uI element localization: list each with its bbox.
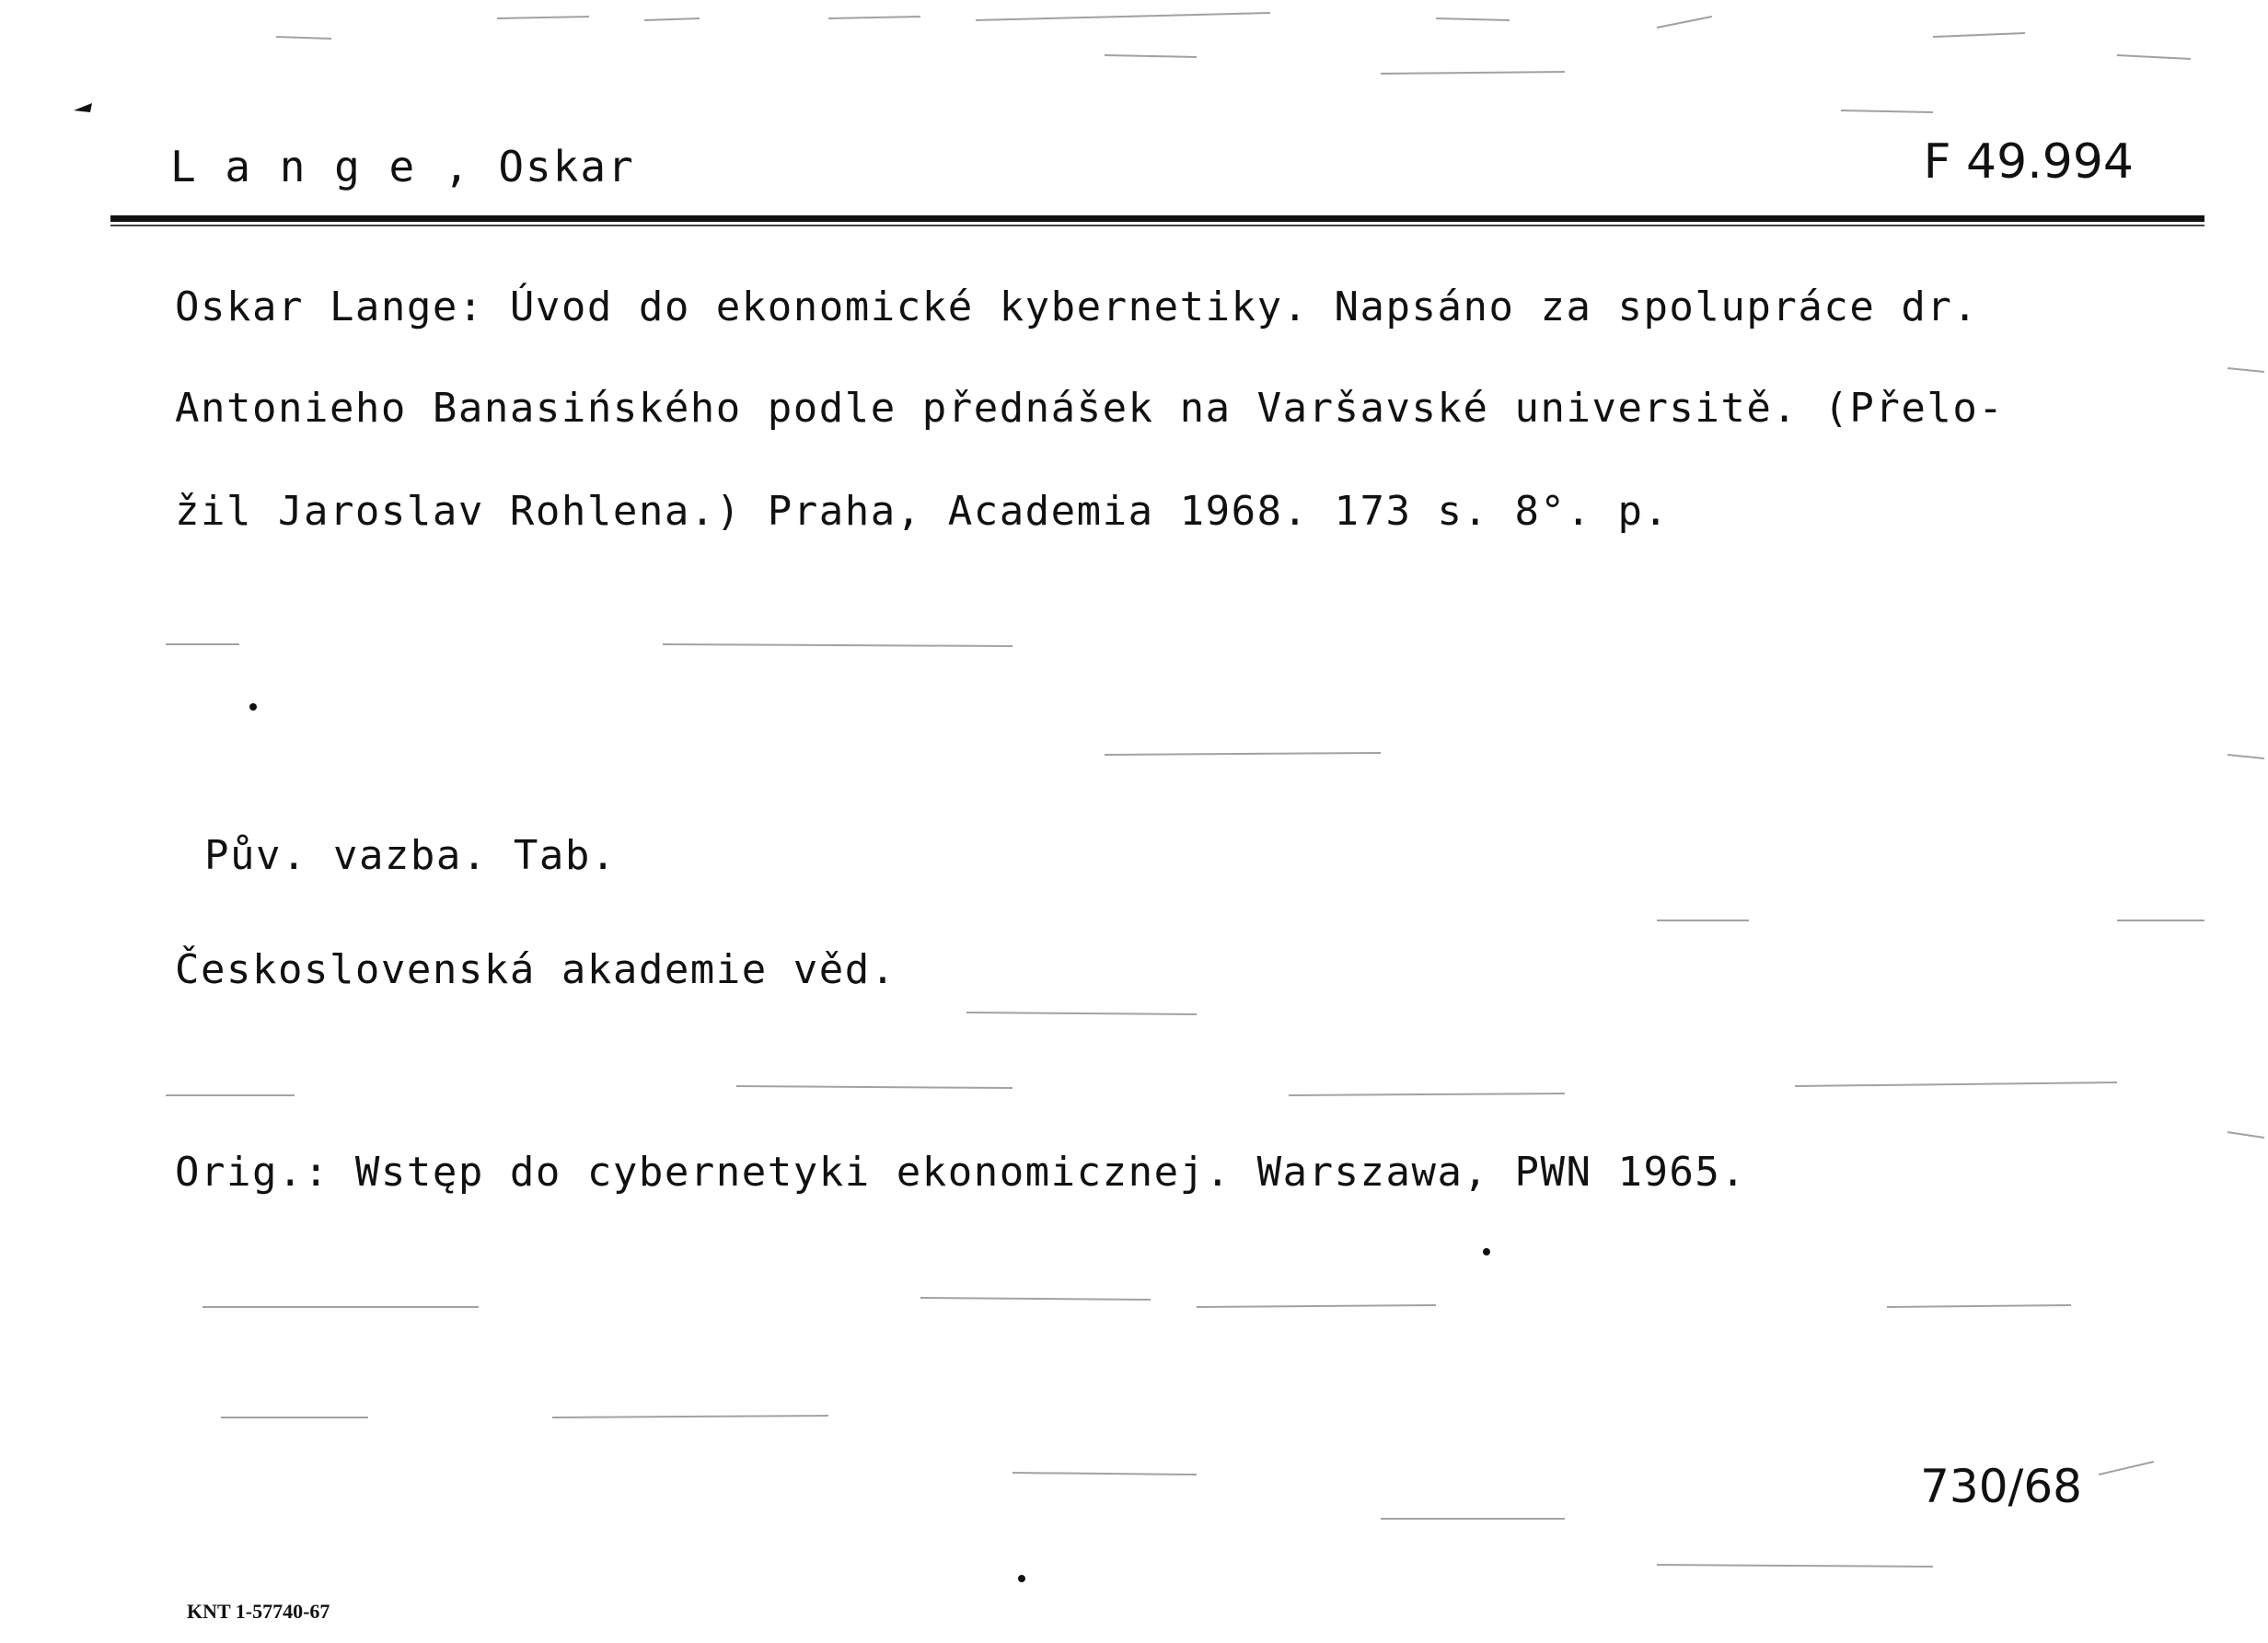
binding-note: Pův. vazba. Tab. [204, 832, 617, 879]
accession-number: 730/68 [1920, 1460, 2082, 1513]
heading-rule-secondary [110, 225, 2204, 226]
printer-imprint: KNT 1-57740-67 [187, 1600, 330, 1623]
description-line: Antonieho Banasińského podle přednášek na Varšavské universitě. (Přelo- [175, 385, 2005, 432]
description-line: Oskar Lange: Úvod do ekonomické kybernetiky. Napsáno za spolupráce dr. [175, 283, 1979, 330]
call-number: F 49.994 [1923, 134, 2134, 190]
heading-rule [110, 215, 2204, 222]
description-line: žil Jaroslav Rohlena.) Praha, Academia 1968. 173 s. 8°. p. [175, 488, 1670, 535]
heading-author: L a n g e , Oskar [170, 142, 635, 191]
original-title-note: Orig.: Wstęp do cybernetyki ekonomicznej. Warszawa, PWN 1965. [175, 1149, 1747, 1196]
publisher-note: Československá akademie věd. [175, 946, 897, 993]
